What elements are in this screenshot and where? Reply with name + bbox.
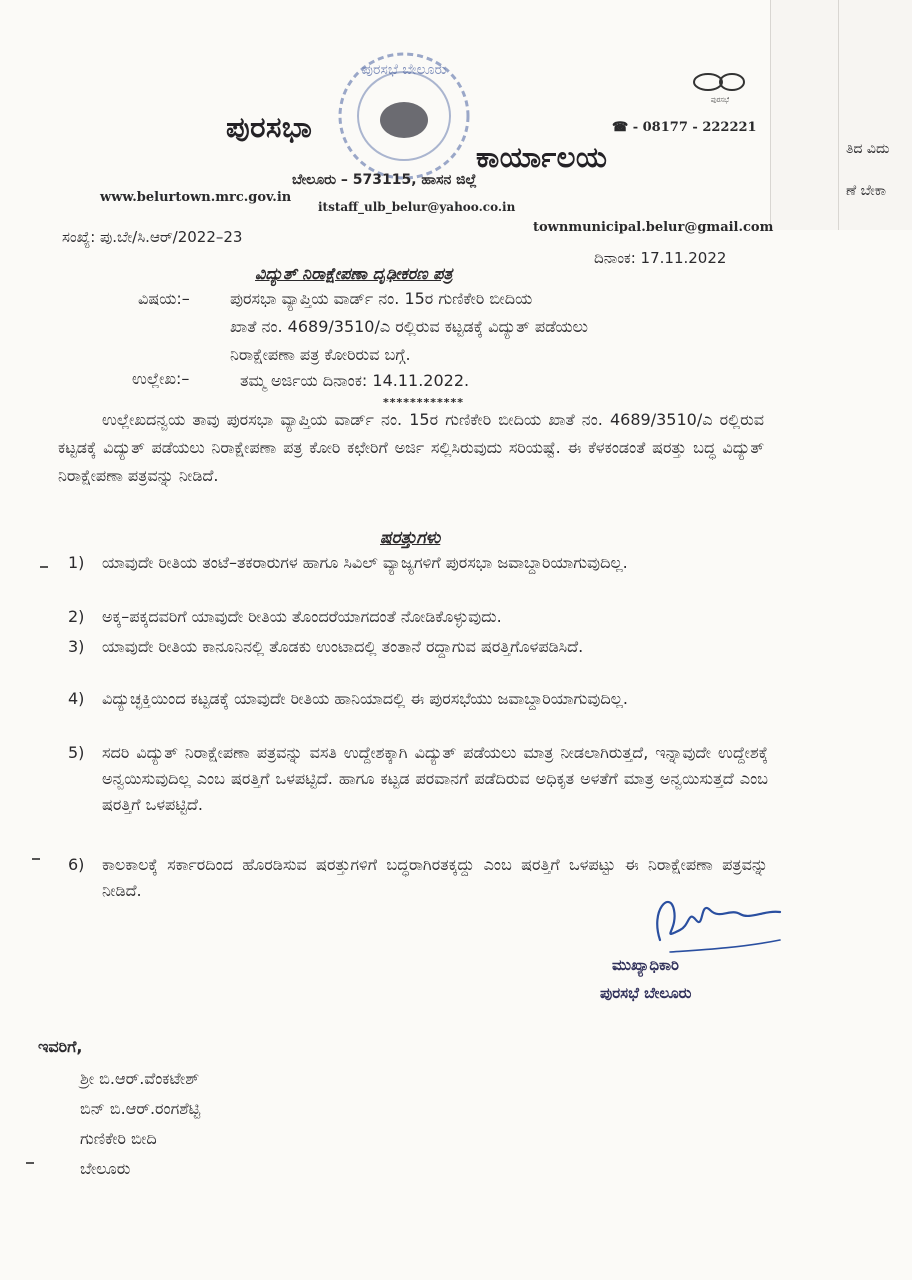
office-name-right: ಕಾರ್ಯಾಲಯ	[476, 140, 608, 174]
subject-line: ಖಾತೆ ನಂ. 4689/3510/ಎ ರಲ್ಲಿರುವ ಕಟ್ಟಡಕ್ಕೆ ವಿದ್ಯುತ್ ಪಡೆಯಲು	[230, 317, 589, 336]
condition-number: 6)	[68, 855, 85, 874]
condition-text: ಕಾಲಕಾಲಕ್ಕೆ ಸರ್ಕಾರದಿಂದ ಹೊರಡಿಸುವ ಷರತ್ತುಗಳಿಗೆ ಬದ್ಧರಾಗಿರತಕ್ಕದ್ದು ಎಂಬ ಷರತ್ತಿಗೆ ಒಳಪಟ್ಟು ಈ ನಿರಾಕ್ಷೇಪಣಾ ಪತ್ರವನ್ನು ನೀಡಿದೆ.	[102, 855, 768, 900]
subject-label: ವಿಷಯ:–	[138, 289, 190, 308]
recipient-salutation: ಇವರಿಗೆ,	[38, 1037, 83, 1056]
office-name-left: ಪುರಸಭಾ	[226, 110, 313, 144]
underlying-text-fragment: ಣೆ ಬೇಕಾ	[846, 183, 887, 199]
margin-mark	[26, 1162, 34, 1164]
office-place: ಬೇಲೂರು – 573115, ಹಾಸನ ಜಿಲ್ಲೆ	[292, 172, 477, 188]
email-link[interactable]: townmunicipal.belur@gmail.com	[533, 220, 774, 235]
body-paragraph: ಉಲ್ಲೇಖದನ್ವಯ ತಾವು ಪುರಸಭಾ ವ್ಯಾಪ್ತಿಯ ವಾರ್ಡ್ ನಂ. 15ರ ಗುಣಿಕೇರಿ ಬೀದಿಯ ಖಾತೆ ನಂ. 4689/3510/ಎ ರಲ್ಲಿರುವ ಕಟ್ಟಡಕ್ಕೆ ವಿದ್ಯುತ್ ಪಡೆಯಲು ನಿರಾಕ್ಷೇಪಣಾ ಪತ್ರ ಕೋರಿ ಕಛೇರಿಗೆ ಅರ್ಜಿ ಸಲ್ಲಿಸಿರುವುದು ಸರಿಯಷ್ಟೆ. ಈ ಕೆಳಕಂಡಂತೆ ಷರತ್ತು ಬದ್ಧ ವಿದ್ಯುತ್ ನಿರಾಕ್ಷೇಪಣಾ ಪತ್ರವನ್ನು ನೀಡಿದೆ.	[58, 410, 764, 485]
website-link[interactable]: www.belurtown.mrc.gov.in	[100, 190, 292, 205]
reference-number: ಸಂಖ್ಯೆ: ಪು.ಬೇ/ಸಿ.ಆರ್/2022–23	[62, 228, 243, 246]
condition-item	[68, 740, 768, 818]
conditions-heading: ಷರತ್ತುಗಳು	[380, 528, 441, 548]
signatory-designation: ಮುಖ್ಯಾಧಿಕಾರಿ	[612, 956, 679, 974]
condition-number: 1)	[68, 553, 85, 572]
subject-title: ವಿದ್ಯುತ್ ನಿರಾಕ್ಷೇಪಣಾ ದೃಢೀಕರಣ ಪತ್ರ	[255, 264, 453, 283]
seal-text: ಪುರಸಭೆ ಬೇಲೂರು	[361, 62, 447, 78]
recipient-father-name: ಬಿನ್ ಬಿ.ಆರ್.ರಂಗಶೆಟ್ಟಿ	[80, 1099, 201, 1118]
reference-text: ತಮ್ಮ ಅರ್ಜಿಯ ದಿನಾಂಕ: 14.11.2022.	[240, 371, 470, 390]
signatory-office: ಪುರಸಭೆ ಬೇಲೂರು	[600, 984, 692, 1002]
condition-item	[68, 686, 768, 712]
phone-number: ☎ - 08177 - 222221	[612, 120, 757, 135]
margin-mark	[40, 566, 48, 568]
separator-stars: ************	[383, 396, 465, 409]
margin-mark	[32, 858, 40, 860]
logo-text: ಪುರಸಭೆ	[710, 96, 730, 104]
condition-item	[68, 634, 768, 660]
condition-text: ಅಕ್ಕ–ಪಕ್ಕದವರಿಗೆ ಯಾವುದೇ ರೀತಿಯ ತೊಂದರೆಯಾಗದಂತೆ ನೋಡಿಕೊಳ್ಳುವುದು.	[102, 607, 502, 626]
subject-line: ನಿರಾಕ್ಷೇಪಣಾ ಪತ್ರ ಕೋರಿರುವ ಬಗ್ಗೆ.	[230, 345, 411, 364]
letter-date: ದಿನಾಂಕ: 17.11.2022	[594, 249, 727, 267]
underlying-text-fragment: ತಿದ ವಿದು	[846, 141, 890, 157]
recipient-street: ಗುಣಿಕೇರಿ ಬೀದಿ	[80, 1129, 157, 1148]
condition-number: 4)	[68, 689, 85, 708]
condition-number: 3)	[68, 637, 85, 656]
subject-line: ಪುರಸಭಾ ವ್ಯಾಪ್ತಿಯ ವಾರ್ಡ್ ನಂ. 15ರ ಗುಣಿಕೇರಿ ಬೀದಿಯ	[230, 289, 533, 308]
email-link[interactable]: itstaff_ulb_belur@yahoo.co.in	[318, 200, 516, 214]
condition-item	[68, 604, 768, 630]
reference-label: ಉಲ್ಲೇಖ:–	[132, 369, 190, 388]
condition-number: 2)	[68, 607, 85, 626]
municipality-logo	[688, 68, 752, 108]
recipient-town: ಬೇಲೂರು	[80, 1159, 131, 1178]
recipient-name: ಶ್ರೀ ಬಿ.ಆರ್.ವೆಂಕಟೇಶ್	[80, 1069, 200, 1088]
condition-text: ವಿದ್ಯುಚ್ಛಕ್ತಿಯಿಂದ ಕಟ್ಟಡಕ್ಕೆ ಯಾವುದೇ ರೀತಿಯ ಹಾನಿಯಾದಲ್ಲಿ ಈ ಪುರಸಭೆಯು ಜವಾಬ್ದಾರಿಯಾಗುವುದಿಲ್ಲ.	[102, 689, 629, 708]
office-seal	[334, 44, 474, 184]
condition-number: 5)	[68, 743, 85, 762]
condition-text: ಸದರಿ ವಿದ್ಯುತ್ ನಿರಾಕ್ಷೇಪಣಾ ಪತ್ರವನ್ನು ವಸತಿ ಉದ್ದೇಶಕ್ಕಾಗಿ ವಿದ್ಯುತ್ ಪಡೆಯಲು ಮಾತ್ರ ನೀಡಲಾಗಿರುತ್ತದೆ, ಇನ್ನಾವುದೇ ಉದ್ದೇಶಕ್ಕೆ ಅನ್ವಯಿಸುವುದಿಲ್ಲ ಎಂಬ ಷರತ್ತಿಗೆ ಒಳಪಟ್ಟಿದೆ. ಹಾಗೂ ಕಟ್ಟಡ ಪರವಾನಗೆ ಪಡೆದಿರುವ ಅಧಿಕೃತ ಅಳತೆಗೆ ಮಾತ್ರ ಅನ್ವಯಿಸುತ್ತದೆ ಎಂಬ ಷರತ್ತಿಗೆ ಒಳಪಟ್ಟಿದೆ.	[102, 743, 768, 814]
condition-text: ಯಾವುದೇ ರೀತಿಯ ಕಾನೂನಿನಲ್ಲಿ ತೊಡಕು ಉಂಟಾದಲ್ಲಿ ತಂತಾನೆ ರದ್ದಾಗುವ ಷರತ್ತಿಗೊಳಪಡಿಸಿದೆ.	[102, 637, 584, 656]
condition-item	[68, 550, 768, 576]
condition-text: ಯಾವುದೇ ರೀತಿಯ ತಂಟೆ–ತಕರಾರುಗಳ ಹಾಗೂ ಸಿವಿಲ್ ವ್ಯಾಜ್ಯಗಳಿಗೆ ಪುರಸಭಾ ಜವಾಬ್ದಾರಿಯಾಗುವುದಿಲ್ಲ.	[102, 553, 628, 572]
